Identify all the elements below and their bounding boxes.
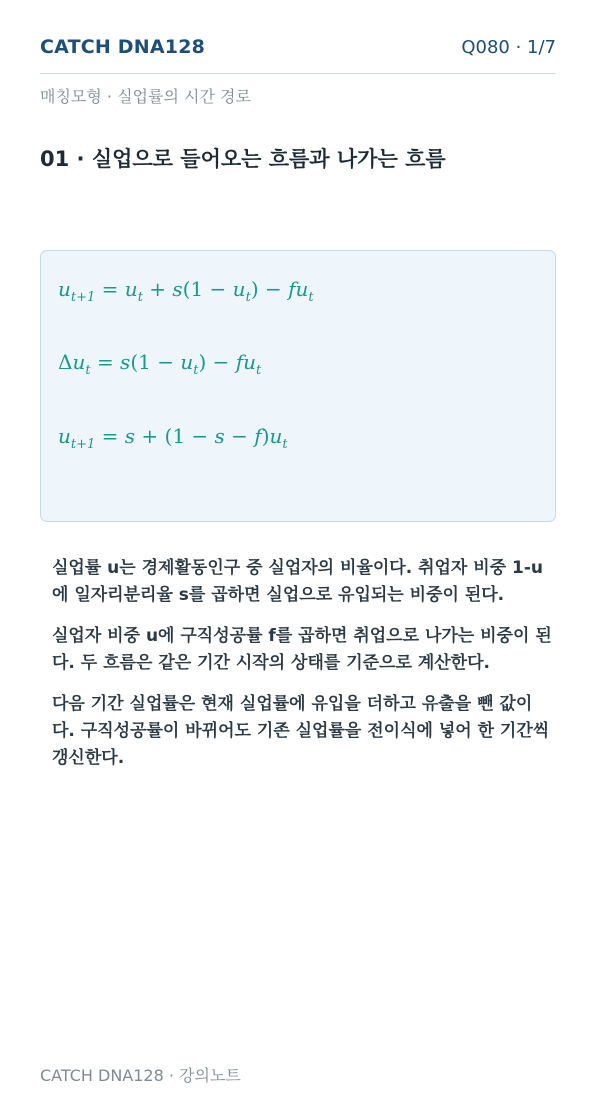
formula-transition: $u_{t+1} = u_t + s(1 - u_t) - fu_t$	[58, 277, 314, 305]
formula-linear: $u_{t+1} = s + (1 - s - f)u_t$	[58, 424, 288, 452]
page-subtitle: 매칭모형 · 실업률의 시간 경로	[40, 87, 251, 106]
formula-change: $\Delta u_t = s(1 - u_t) - fu_t$	[58, 350, 262, 378]
paragraph: 실업률 u는 경제활동인구 중 실업자의 비율이다. 취업자 비중 1-u에 일자리분리율 s를 곱하면 실업으로 유입되는 비중이 된다.	[52, 558, 544, 605]
formula-box	[40, 250, 556, 522]
page-header	[40, 36, 556, 58]
question-index: Q080 · 1/7	[461, 37, 556, 58]
section-title: 01 · 실업으로 들어오는 흐름과 나가는 흐름	[40, 147, 446, 171]
explanation-text	[52, 555, 552, 786]
paragraph: 실업자 비중 u에 구직성공률 f를 곱하면 취업으로 나가는 비중이 된다. 두 흐름은 같은 기간 시작의 상태를 기준으로 계산한다.	[52, 626, 552, 673]
header-divider	[40, 73, 556, 74]
paragraph: 다음 기간 실업률은 현재 실업률에 유입을 더하고 유출을 뺀 값이다. 구직성공률이 바뀌어도 기존 실업률을 전이식에 넣어 한 기간씩 갱신한다.	[52, 694, 550, 768]
brand-title: CATCH DNA128	[40, 36, 206, 58]
page-footer: CATCH DNA128 · 강의노트	[40, 1066, 241, 1085]
